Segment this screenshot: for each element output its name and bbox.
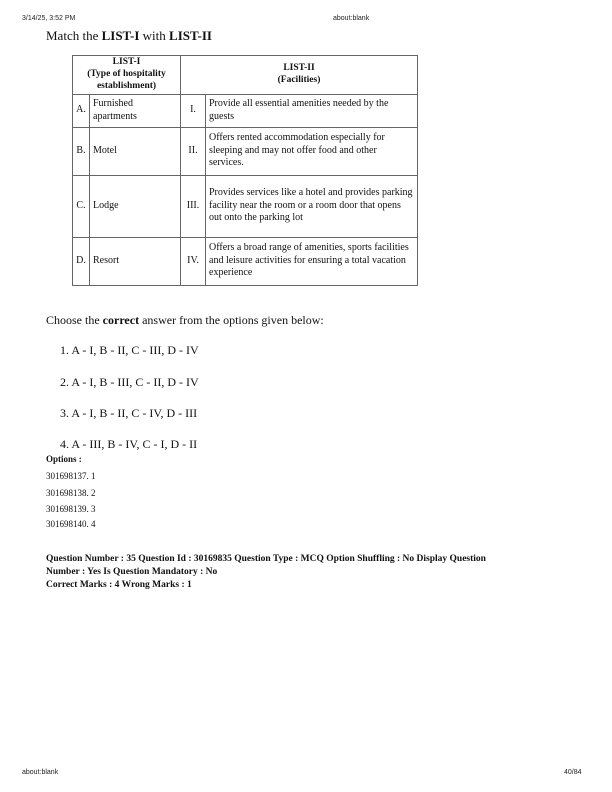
answer-option-1: 1. A - I, B - II, C - III, D - IV: [60, 343, 199, 357]
row-facility: Offers rented accommodation especially for sleeping and may not offer food and other services.: [206, 127, 418, 175]
row-facility: Offers a broad range of amenities, sports facilities and leisure activities for ensuring a total vacation experience: [206, 237, 418, 285]
option-id-3: 301698139. 3: [46, 504, 96, 514]
table-row: [73, 94, 418, 127]
table-row: [73, 237, 418, 285]
list1-label: LIST-I: [101, 28, 140, 43]
row-roman: I.: [181, 94, 206, 127]
table-header-row: [73, 56, 418, 95]
question-title: [46, 28, 212, 44]
list1-heading: [73, 56, 181, 95]
row-type: Motel: [90, 127, 181, 175]
list2-label: LIST-II: [169, 28, 212, 43]
option-id-1: 301698137. 1: [46, 471, 96, 481]
option-id-4: 301698140. 4: [46, 519, 96, 529]
list1-heading-sub: (Type of hospitality establishment): [87, 68, 166, 91]
next-question-info: [46, 553, 486, 591]
table-row: [73, 175, 418, 237]
header-datetime: 3/14/25, 3:52 PM: [22, 15, 76, 22]
option-id-2: 301698138. 2: [46, 488, 96, 498]
answer-option-3: 3. A - I, B - II, C - IV, D - III: [60, 406, 198, 420]
footer-page-number: 40/84: [564, 769, 582, 776]
row-roman: IV.: [181, 237, 206, 285]
row-roman: II.: [181, 127, 206, 175]
row-label: B.: [73, 127, 90, 175]
row-facility: Provide all essential amenities needed by the guests: [206, 94, 418, 127]
header-url: about:blank: [333, 15, 370, 22]
answer-option-4: 4. A - III, B - IV, C - I, D - II: [60, 437, 198, 451]
row-label: C.: [73, 175, 90, 237]
choose-before: Choose the: [46, 313, 103, 327]
question-mid: with: [139, 28, 170, 43]
next-question-line3: Correct Marks : 4 Wrong Marks : 1: [46, 579, 192, 590]
answer-option-2: 2. A - I, B - III, C - II, D - IV: [60, 375, 199, 389]
choose-after: answer from the options given below:: [139, 313, 324, 327]
row-type: Resort: [90, 237, 181, 285]
options-heading: [46, 454, 82, 464]
footer-url: about:blank: [22, 769, 59, 776]
row-type: Lodge: [90, 175, 181, 237]
match-table: [72, 55, 418, 286]
question-prefix: Match the: [46, 28, 102, 43]
row-label: A.: [73, 94, 90, 127]
options-heading-text: Options :: [46, 454, 82, 464]
next-question-line1: Question Number : 35 Question Id : 30169835 Question Type : MCQ Option Shuffling : No Display Question: [46, 554, 486, 564]
row-facility: Provides services like a hotel and provides parking facility near the room or a room door that opens out onto the parking lot: [206, 175, 418, 237]
row-label: D.: [73, 237, 90, 285]
list2-heading-title: LIST-II: [283, 62, 315, 73]
row-type: Furnished apartments: [90, 94, 181, 127]
choose-instruction: [46, 313, 324, 328]
choose-bold: correct: [102, 313, 140, 327]
list1-heading-title: LIST-I: [112, 57, 141, 67]
row-roman: III.: [181, 175, 206, 237]
list2-heading-sub: (Facilities): [277, 74, 321, 85]
table-row: [73, 127, 418, 175]
list2-heading: [181, 56, 418, 95]
next-question-line2: Number : Yes Is Question Mandatory : No: [46, 566, 218, 577]
